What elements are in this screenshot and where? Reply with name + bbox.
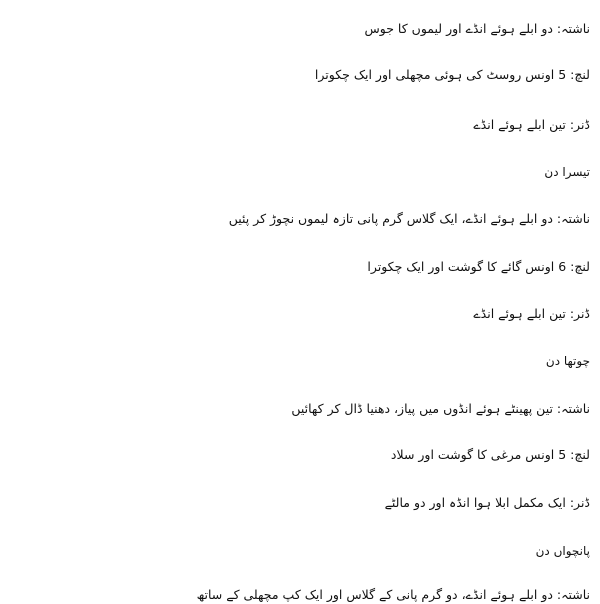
day-four-heading: چوتھا دن bbox=[545, 354, 590, 368]
lunch-line: لنچ: 5 اونس روسٹ کی ہوئی مچھلی اور ایک چکوترا bbox=[314, 67, 590, 82]
lunch-line: لنچ: 6 اونس گائے کا گوشت اور ایک چکوترا bbox=[367, 259, 590, 274]
dinner-line: ڈنر: تین ابلے ہوئے انڈے bbox=[473, 306, 590, 321]
breakfast-line: ناشتہ: دو ابلے ہوئے انڈے، ایک گلاس گرم پانی تازہ لیموں نچوڑ کر پئیں bbox=[228, 211, 590, 226]
breakfast-line: ناشتہ: دو ابلے ہوئے انڈے اور لیموں کا جوس bbox=[364, 21, 590, 36]
day-three-heading: تیسرا دن bbox=[544, 165, 590, 179]
dinner-line: ڈنر: ایک مکمل ابلا ہوا انڈہ اور دو مالٹے bbox=[384, 495, 590, 510]
dinner-line: ڈنر: تین ابلے ہوئے انڈے bbox=[473, 117, 590, 132]
breakfast-line: ناشتہ: تین پھینٹے ہوئے انڈوں میں پیاز، دھنیا ڈال کر کھائیں bbox=[291, 401, 590, 416]
lunch-line: لنچ: 5 اونس مرغی کا گوشت اور سلاد bbox=[390, 447, 590, 462]
breakfast-line: ناشتہ: دو ابلے ہوئے انڈے، دو گرم پانی کے گلاس اور ایک کپ مچھلی کے ساتھ bbox=[196, 587, 590, 602]
day-five-heading: پانچواں دن bbox=[535, 544, 590, 558]
